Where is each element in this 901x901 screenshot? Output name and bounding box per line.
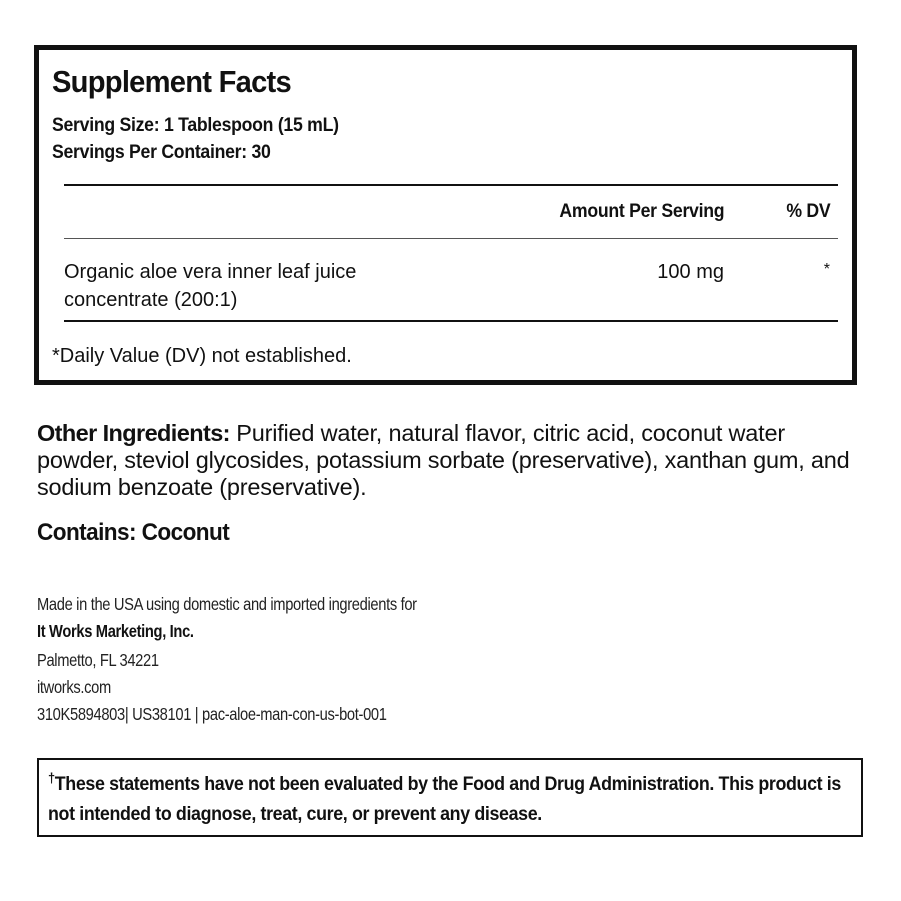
ingredient-name — [64, 258, 484, 314]
serving-size: Serving Size: 1 Tablespoon (15 mL) — [52, 115, 339, 136]
dagger-symbol: † — [48, 769, 55, 786]
other-ingredients-text: Purified water, natural flavor, citric acid, coconut water powder, steviol glycosides, potassium sorbate (preservative), xanthan gum, and sodium benzoate (preservative). — [37, 420, 850, 500]
daily-value-footnote: *Daily Value (DV) not established. — [52, 345, 352, 367]
other-ingredients-label: Other Ingredients: — [37, 420, 230, 446]
fda-disclaimer — [48, 769, 844, 829]
amount-per-serving-header: Amount Per Serving — [559, 201, 724, 222]
manufacturer-address: Palmetto, FL 34221 — [37, 650, 159, 670]
ingredient-name-line1: Organic aloe vera inner leaf juice — [64, 261, 357, 283]
ingredient-daily-value: * — [823, 261, 830, 278]
other-ingredients — [37, 420, 857, 501]
allergen-statement: Contains: Coconut — [37, 519, 230, 546]
servings-per-container: Servings Per Container: 30 — [52, 142, 271, 163]
ingredient-name-line2: concentrate (200:1) — [64, 289, 238, 311]
footer-divider — [64, 320, 838, 322]
supplement-facts-panel — [34, 45, 857, 385]
ingredient-amount: 100 mg — [657, 261, 724, 283]
column-header-divider — [64, 238, 838, 239]
supplement-facts-title: Supplement Facts — [52, 64, 291, 99]
manufacturer-intro: Made in the USA using domestic and imported ingredients for — [37, 594, 417, 614]
fda-disclaimer-box — [37, 758, 863, 837]
header-divider — [64, 184, 838, 186]
manufacturer-company: It Works Marketing, Inc. — [37, 621, 194, 641]
product-codes: 310K5894803| US38101 | pac-aloe-man-con-us-bot-001 — [37, 704, 387, 724]
fda-disclaimer-text: These statements have not been evaluated by the Food and Drug Administration. This product is not intended to diagnose, treat, cure, or prevent any disease. — [48, 773, 841, 825]
daily-value-header: % DV — [785, 201, 830, 222]
manufacturer-website: itworks.com — [37, 677, 111, 697]
